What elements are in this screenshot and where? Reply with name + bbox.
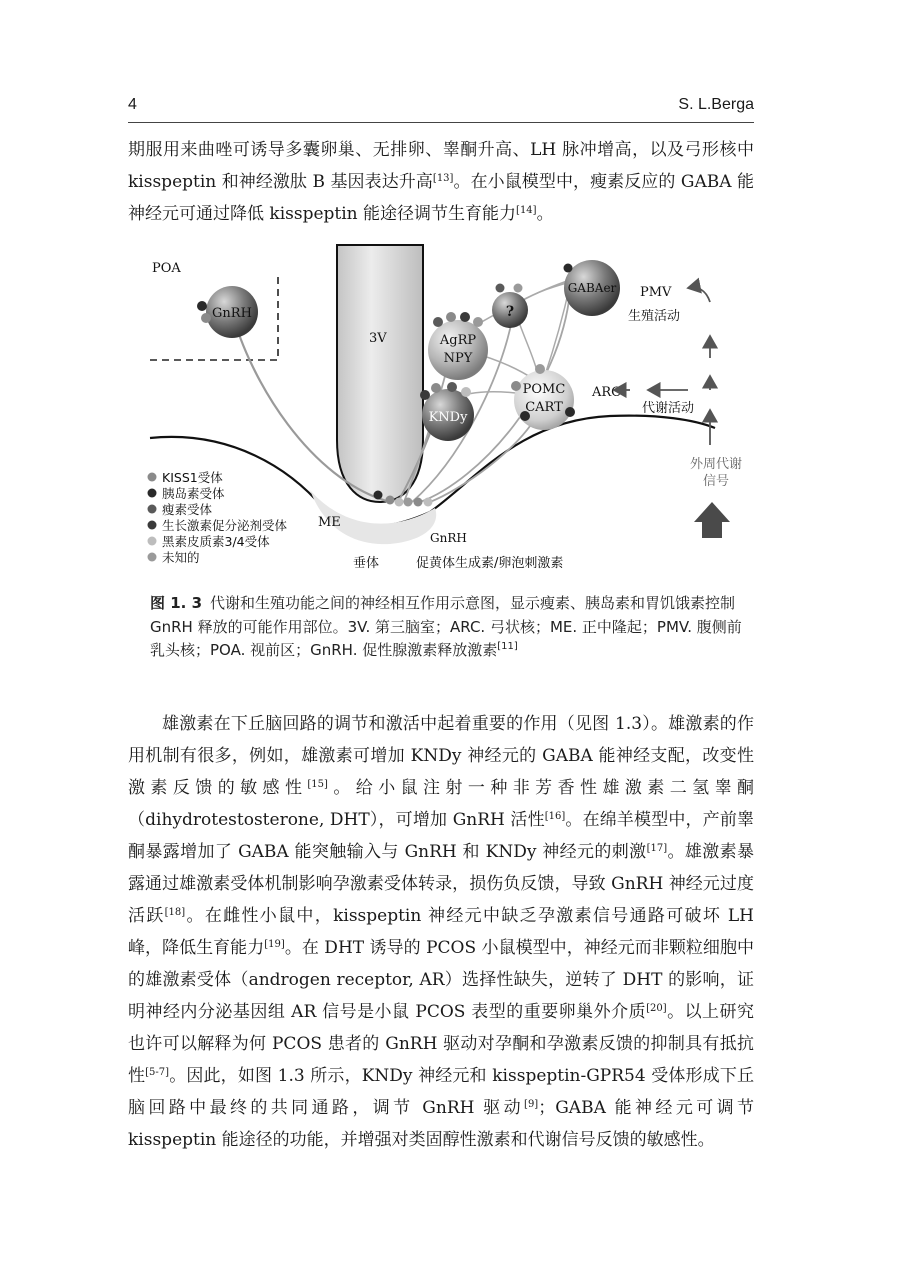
- svg-text:?: ?: [505, 304, 515, 320]
- legend: [148, 470, 288, 565]
- svg-text:促黄体生成素/卵泡刺激素: 促黄体生成素/卵泡刺激素: [416, 556, 564, 571]
- svg-text:垂体: 垂体: [353, 556, 380, 571]
- body-paragraph-1: [128, 134, 754, 230]
- poa-label: POA: [152, 261, 181, 276]
- svg-text:瘦素受体: 瘦素受体: [162, 502, 213, 517]
- svg-text:POMC: POMC: [522, 382, 566, 397]
- citation: [20]: [646, 1003, 667, 1014]
- svg-text:AgRP: AgRP: [439, 333, 477, 348]
- figure-caption: [150, 592, 750, 663]
- gnrh-label: GnRH: [212, 306, 252, 321]
- para-text: 。: [536, 204, 554, 224]
- neural-circuit-diagram: [140, 240, 760, 585]
- para-text: 。在雌性小鼠中，kisspeptin 神经元中缺乏孕激素信号通路可破坏 LH 峰，降低生育能力: [128, 906, 755, 958]
- large-up-arrow: [694, 502, 730, 538]
- running-header: [128, 96, 754, 118]
- svg-text:黑素皮质素3/4受体: 黑素皮质素3/4受体: [162, 534, 270, 549]
- svg-text:胰岛素受体: 胰岛素受体: [162, 486, 225, 501]
- citation: [18]: [164, 907, 186, 918]
- body-paragraph-2: [128, 708, 754, 1156]
- citation: [16]: [544, 811, 566, 822]
- 3v-label: 3V: [369, 331, 387, 346]
- citation: [17]: [646, 843, 668, 854]
- citation: [5-7]: [145, 1067, 170, 1078]
- caption-text: 代谢和生殖功能之间的神经相互作用示意图，显示瘦素、胰岛素和胃饥饿素控制 GnRH 释放的可能作用部位。3V. 第三脑室；ARC. 弓状核；ME. 正中隆起；PMV. 腹侧前乳头核；POA. 视前区；GnRH. 促性腺激素释放激素: [150, 594, 742, 659]
- citation: [9]: [524, 1099, 539, 1110]
- citation: [15]: [307, 779, 328, 790]
- para-text: 。雄激素暴露通过雄激素受体机制影响孕激素受体转录，损伤负反馈，导致 GnRH 神经元过度活跃: [128, 842, 755, 926]
- para-text: 期服用来曲唑可诱导多囊卵巢、无排卵、睾酮升高、LH 脉冲增高，以及弓形核中 kisspeptin 和神经激肽 B 基因表达升高: [128, 140, 754, 192]
- para-text: 。因此，如图 1.3 所示，KNDy 神经元和 kisspeptin-GPR54 受体形成下丘脑回路中最终的共同通路，调节 GnRH 驱动: [128, 1066, 754, 1118]
- svg-text:NPY: NPY: [443, 351, 473, 366]
- svg-text:生殖活动: 生殖活动: [628, 309, 681, 324]
- third-ventricle: [337, 245, 423, 502]
- para-text: 雄激素在下丘脑回路的调节和激活中起着重要的作用（见图 1.3）。雄激素的作用机制有很多，例如，雄激素可增加 KNDy 神经元的 GABA 能神经支配，改变性激素反馈的敏感性: [128, 714, 754, 798]
- page-number: 4: [128, 96, 137, 113]
- svg-text:KNDy: KNDy: [428, 410, 468, 425]
- arc-label: ARC: [592, 385, 622, 400]
- para-text: 。在小鼠模型中，瘦素反应的 GABA 能神经元可通过降低 kisspeptin 能途径调节生育能力: [128, 172, 755, 224]
- svg-text:信号: 信号: [702, 474, 730, 489]
- figure-number: 图 1. 3: [150, 594, 203, 612]
- svg-text:GnRH: GnRH: [430, 531, 467, 545]
- me-label: ME: [318, 515, 341, 530]
- svg-text:未知的: 未知的: [162, 550, 200, 565]
- running-author: S. L.Berga: [678, 96, 754, 113]
- citation: [11]: [497, 641, 518, 652]
- citation: [14]: [516, 205, 537, 216]
- para-text: 。给小鼠注射一种非芳香性雄激素二氢睾酮（dihydrotestosterone, DHT），可增加 GnRH 活性: [128, 778, 755, 830]
- para-text: 。在绵羊模型中，产前睾酮暴露增加了 GABA 能突触输入与 GnRH 和 KNDy 神经元的刺激: [128, 810, 754, 862]
- para-text: 。以上研究也许可以解释为何 PCOS 患者的 GnRH 驱动对孕酮和孕激素反馈的抑制具有抵抗性: [128, 1002, 754, 1086]
- agrp-npy-neuron: [428, 320, 488, 380]
- pmv-label: PMV: [640, 285, 672, 300]
- svg-text:GABAer: GABAer: [567, 281, 617, 295]
- figure-1-3: [140, 240, 760, 585]
- para-text: 。在 DHT 诱导的 PCOS 小鼠模型中，神经元而非颗粒细胞中的雄激素受体（androgen receptor, AR）选择性缺失，逆转了 DHT 的影响，证明神经内分泌基因组 AR 信号是小鼠 PCOS 表型的重要卵巢外介质: [128, 938, 754, 1022]
- svg-text:外周代谢: 外周代谢: [689, 457, 743, 472]
- citation: [13]: [432, 173, 454, 184]
- para-text: ；GABA 能神经元可调节 kisspeptin 能途径的功能，并增强对类固醇性激素和代谢信号反馈的敏感性。: [128, 1098, 755, 1150]
- svg-text:代谢活动: 代谢活动: [642, 401, 695, 416]
- header-rule: [128, 122, 754, 123]
- svg-text:KISS1受体: KISS1受体: [162, 470, 223, 485]
- citation: [19]: [264, 939, 285, 950]
- svg-text:生长激素促分泌剂受体: 生长激素促分泌剂受体: [162, 518, 288, 533]
- svg-text:CART: CART: [525, 400, 563, 415]
